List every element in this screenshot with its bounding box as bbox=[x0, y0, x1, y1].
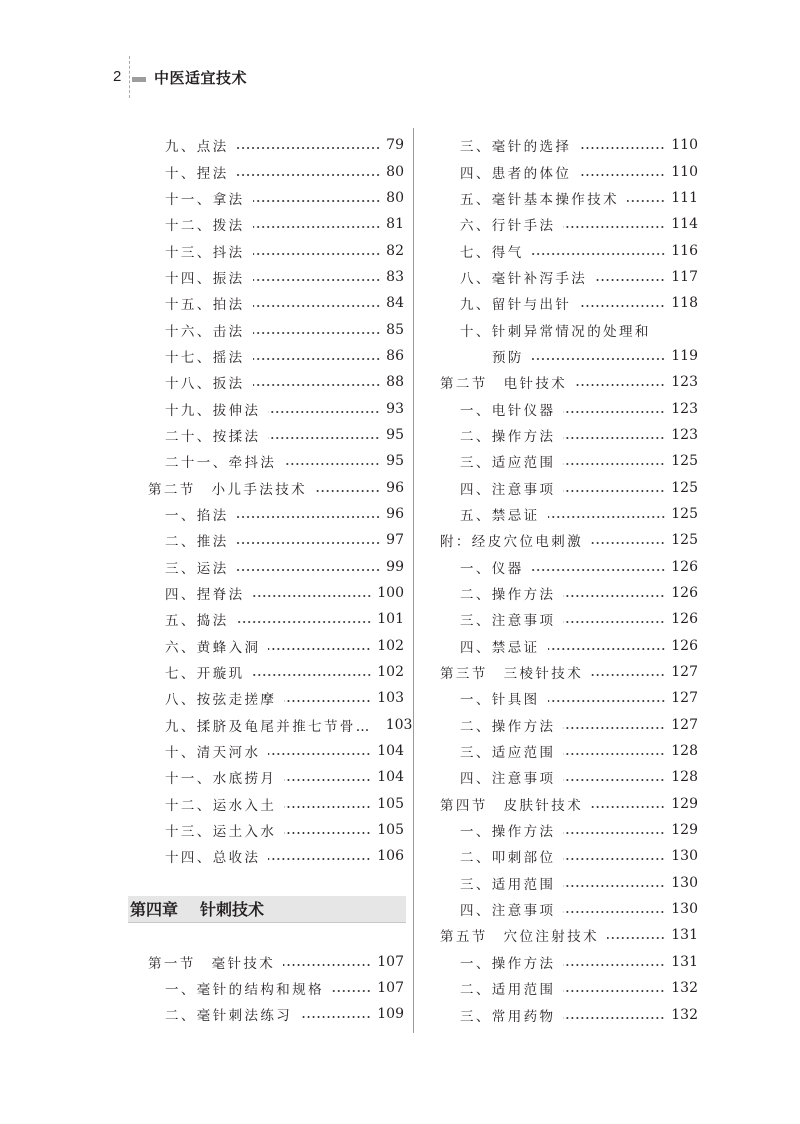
entry-page-number: 102 bbox=[377, 664, 404, 681]
entry-label: 三、注意事项 bbox=[460, 613, 556, 630]
entry-label: 十、清天河水 bbox=[165, 745, 261, 762]
entry-page-number: 88 bbox=[386, 374, 404, 391]
chapter-title: 针刺技术 bbox=[200, 900, 265, 920]
dot-leader bbox=[579, 304, 665, 308]
entry-page-number: 118 bbox=[671, 295, 698, 312]
toc-entry[interactable] bbox=[130, 343, 404, 369]
entry-label: 一、针具图 bbox=[460, 692, 540, 709]
entry-label: 二、适用范围 bbox=[460, 982, 556, 999]
entry-page-number: 130 bbox=[671, 901, 698, 918]
dot-leader bbox=[253, 199, 381, 203]
dot-leader bbox=[253, 357, 381, 361]
entry-page-number: 80 bbox=[386, 163, 404, 180]
entry-label: 五、捣法 bbox=[165, 613, 229, 630]
entry-page-number: 126 bbox=[671, 637, 698, 654]
toc-list-b bbox=[130, 949, 404, 1028]
toc-entry[interactable] bbox=[130, 712, 413, 738]
dot-leader bbox=[579, 173, 665, 177]
entry-page-number: 101 bbox=[377, 611, 404, 628]
entry-page-number: 130 bbox=[671, 874, 698, 891]
dot-leader bbox=[283, 963, 371, 967]
toc-entry[interactable] bbox=[440, 685, 698, 711]
dot-leader bbox=[563, 963, 665, 967]
entry-label: 六、黄蜂入洞 bbox=[165, 639, 261, 656]
entry-label: 二、推法 bbox=[165, 534, 229, 551]
dot-leader bbox=[563, 752, 665, 756]
toc-entry[interactable] bbox=[130, 843, 404, 869]
toc-entry[interactable] bbox=[130, 580, 404, 606]
dot-leader bbox=[563, 436, 665, 440]
entry-page-number: 111 bbox=[671, 189, 698, 206]
dot-leader bbox=[563, 726, 665, 730]
entry-label: 四、注意事项 bbox=[460, 903, 556, 920]
toc-entry[interactable] bbox=[440, 580, 698, 606]
toc-entry[interactable] bbox=[440, 606, 698, 632]
toc-entry[interactable] bbox=[130, 316, 404, 342]
entry-page-number: 104 bbox=[377, 769, 404, 786]
dot-leader bbox=[607, 936, 665, 940]
entry-page-number: 109 bbox=[377, 1006, 404, 1023]
entry-page-number: 95 bbox=[386, 426, 404, 443]
dot-leader bbox=[284, 462, 380, 466]
entry-label: 十一、拿法 bbox=[165, 191, 245, 208]
dot-leader bbox=[284, 699, 371, 703]
entry-page-number: 96 bbox=[386, 479, 404, 496]
entry-page-number: 127 bbox=[671, 664, 698, 681]
entry-label: 二、操作方法 bbox=[460, 718, 556, 735]
toc-entry[interactable] bbox=[130, 975, 404, 1001]
dot-leader bbox=[563, 857, 665, 861]
entry-page-number: 131 bbox=[671, 927, 698, 944]
toc-entry[interactable] bbox=[440, 264, 698, 290]
toc-entry[interactable] bbox=[440, 422, 698, 448]
entry-page-number: 110 bbox=[671, 163, 698, 180]
toc-entry[interactable] bbox=[440, 290, 698, 316]
entry-label: 四、禁忌证 bbox=[460, 639, 540, 656]
entry-page-number: 128 bbox=[671, 769, 698, 786]
entry-page-number: 99 bbox=[386, 558, 404, 575]
entry-page-number: 126 bbox=[671, 558, 698, 575]
toc-entry[interactable] bbox=[130, 237, 404, 263]
entry-label: 一、仪器 bbox=[460, 560, 524, 577]
toc-entry[interactable] bbox=[130, 633, 404, 659]
dot-leader bbox=[253, 252, 381, 256]
dot-leader bbox=[563, 1016, 665, 1020]
toc-entry[interactable] bbox=[440, 712, 698, 738]
dot-leader bbox=[253, 225, 381, 229]
toc-entry[interactable] bbox=[130, 422, 404, 448]
toc-right-column bbox=[440, 132, 698, 1028]
toc-entry[interactable] bbox=[130, 685, 404, 711]
toc-entry[interactable] bbox=[440, 843, 698, 869]
toc-entry[interactable] bbox=[130, 554, 404, 580]
entry-page-number: 129 bbox=[671, 795, 698, 812]
entry-page-number: 97 bbox=[386, 532, 404, 549]
dot-leader bbox=[253, 673, 372, 677]
entry-label: 二、毫针刺法练习 bbox=[165, 1008, 293, 1025]
chapter-heading[interactable] bbox=[128, 896, 406, 923]
dot-leader bbox=[237, 173, 381, 177]
toc-entry[interactable] bbox=[440, 395, 698, 421]
toc-left-column bbox=[130, 132, 413, 1028]
dot-leader bbox=[284, 778, 371, 782]
entry-page-number: 126 bbox=[671, 585, 698, 602]
entry-label: 第五节 穴位注射技术 bbox=[440, 929, 599, 946]
entry-label: 第四节 皮肤针技术 bbox=[440, 797, 584, 814]
entry-page-number: 125 bbox=[671, 453, 698, 470]
entry-label: 一、操作方法 bbox=[460, 824, 556, 841]
dot-leader bbox=[268, 647, 371, 651]
toc-entry[interactable] bbox=[130, 527, 404, 553]
entry-label: 十四、总收法 bbox=[165, 850, 261, 867]
toc-entry[interactable] bbox=[440, 633, 698, 659]
entry-page-number: 116 bbox=[671, 242, 698, 259]
toc-entry[interactable] bbox=[130, 817, 404, 843]
entry-label: 三、运法 bbox=[165, 560, 229, 577]
entry-page-number: 125 bbox=[671, 479, 698, 496]
entry-label: 七、得气 bbox=[460, 244, 524, 261]
entry-label: 二十、按揉法 bbox=[165, 428, 261, 445]
toc-entry[interactable] bbox=[130, 211, 404, 237]
entry-label: 二、操作方法 bbox=[460, 428, 556, 445]
dot-leader bbox=[563, 989, 665, 993]
page-number: 2 bbox=[113, 68, 122, 85]
dot-leader bbox=[595, 278, 665, 282]
dot-leader bbox=[627, 199, 665, 203]
entry-label: 八、按弦走搓摩 bbox=[165, 692, 277, 709]
dot-leader bbox=[253, 304, 381, 308]
entry-page-number: 80 bbox=[386, 189, 404, 206]
entry-label: 第一节 毫针技术 bbox=[148, 955, 276, 972]
header-bar-mark bbox=[132, 77, 146, 82]
entry-label: 二、叩刺部位 bbox=[460, 850, 556, 867]
dot-leader bbox=[579, 146, 665, 150]
toc-entry[interactable] bbox=[130, 264, 404, 290]
toc-entry[interactable] bbox=[440, 316, 698, 342]
toc-section-entry[interactable] bbox=[440, 527, 698, 553]
dot-leader bbox=[253, 331, 381, 335]
toc-entry[interactable] bbox=[130, 132, 404, 158]
entry-label: 四、注意事项 bbox=[460, 771, 556, 788]
column-divider bbox=[413, 128, 414, 1033]
entry-page-number: 127 bbox=[671, 716, 698, 733]
entry-page-number: 81 bbox=[386, 216, 404, 233]
entry-label: 一、操作方法 bbox=[460, 955, 556, 972]
entry-page-number: 93 bbox=[386, 400, 404, 417]
entry-label: 十三、抖法 bbox=[165, 244, 245, 261]
dot-leader bbox=[253, 383, 381, 387]
dot-leader bbox=[268, 857, 371, 861]
dot-leader bbox=[563, 831, 665, 835]
entry-page-number: 127 bbox=[671, 690, 698, 707]
dot-leader bbox=[548, 699, 666, 703]
entry-label: 四、注意事项 bbox=[460, 481, 556, 498]
entry-page-number: 104 bbox=[377, 743, 404, 760]
entry-label: 一、毫针的结构和规格 bbox=[165, 982, 324, 999]
toc-entry[interactable] bbox=[440, 158, 698, 184]
entry-label: 八、毫针补泻手法 bbox=[460, 270, 588, 287]
dot-leader bbox=[237, 515, 381, 519]
running-header-title: 中医适宜技术 bbox=[154, 69, 248, 87]
entry-label: 十二、运水入土 bbox=[165, 797, 277, 814]
entry-label: 十一、水底捞月 bbox=[165, 771, 277, 788]
dot-leader bbox=[563, 910, 665, 914]
dot-leader bbox=[563, 778, 665, 782]
entry-page-number: 107 bbox=[377, 980, 404, 997]
dot-leader bbox=[659, 331, 692, 335]
dot-leader bbox=[575, 383, 665, 387]
entry-label: 九、点法 bbox=[165, 139, 229, 156]
dot-leader bbox=[532, 568, 666, 572]
entry-page-number: 86 bbox=[386, 347, 404, 364]
entry-page-number: 82 bbox=[386, 242, 404, 259]
toc-entry[interactable] bbox=[130, 369, 404, 395]
entry-label: 九、留针与出针 bbox=[460, 297, 572, 314]
dot-leader bbox=[237, 620, 372, 624]
entry-label: 七、开璇玑 bbox=[165, 666, 245, 683]
entry-page-number: 105 bbox=[377, 795, 404, 812]
toc-entry[interactable] bbox=[130, 659, 404, 685]
entry-label: 三、毫针的选择 bbox=[460, 139, 572, 156]
entry-label: 五、毫针基本操作技术 bbox=[460, 191, 619, 208]
dot-leader bbox=[563, 620, 665, 624]
entry-page-number: 125 bbox=[671, 532, 698, 549]
toc-section-entry[interactable] bbox=[130, 949, 404, 975]
dot-leader bbox=[591, 541, 665, 545]
entry-label: 十八、扳法 bbox=[165, 376, 245, 393]
dot-leader bbox=[237, 146, 381, 150]
entry-label: 十五、拍法 bbox=[165, 297, 245, 314]
dot-leader bbox=[563, 225, 665, 229]
dot-leader bbox=[332, 989, 371, 993]
dot-leader bbox=[532, 357, 665, 361]
entry-label: 十七、摇法 bbox=[165, 349, 245, 366]
toc-entry[interactable] bbox=[130, 158, 404, 184]
entry-page-number: 83 bbox=[386, 268, 404, 285]
entry-page-number: 129 bbox=[671, 822, 698, 839]
entry-label: 十九、拔伸法 bbox=[165, 402, 261, 419]
entry-label: 四、患者的体位 bbox=[460, 165, 572, 182]
entry-page-number: 123 bbox=[671, 400, 698, 417]
entry-page-number: 126 bbox=[671, 611, 698, 628]
toc-entry[interactable] bbox=[440, 949, 698, 975]
entry-page-number: 85 bbox=[386, 321, 404, 338]
entry-label: 十二、拨法 bbox=[165, 218, 245, 235]
header-dashed-rule bbox=[129, 56, 130, 98]
dot-leader bbox=[253, 278, 381, 282]
dot-leader bbox=[591, 673, 665, 677]
dot-leader bbox=[268, 410, 380, 414]
toc-entry[interactable] bbox=[440, 817, 698, 843]
dot-leader bbox=[563, 594, 665, 598]
entry-page-number: 125 bbox=[671, 505, 698, 522]
entry-label: 十、捏法 bbox=[165, 165, 229, 182]
toc-entry[interactable] bbox=[440, 185, 698, 211]
dot-leader bbox=[253, 594, 372, 598]
entry-label: 五、禁忌证 bbox=[460, 507, 540, 524]
entry-page-number: 79 bbox=[386, 137, 404, 154]
toc-entry[interactable] bbox=[130, 606, 404, 632]
dot-leader bbox=[268, 752, 371, 756]
toc-entry[interactable] bbox=[130, 448, 404, 474]
entry-page-number: 117 bbox=[671, 268, 698, 285]
toc-entry[interactable] bbox=[130, 501, 404, 527]
toc-list-a bbox=[130, 132, 413, 870]
entry-page-number: 114 bbox=[671, 216, 698, 233]
entry-page-number: 84 bbox=[386, 295, 404, 312]
entry-label: 第二节 电针技术 bbox=[440, 376, 568, 393]
entry-label: 九、揉脐及龟尾并推七节骨… bbox=[165, 718, 372, 735]
dot-leader bbox=[315, 489, 380, 493]
toc-entry[interactable] bbox=[440, 501, 698, 527]
dot-leader bbox=[563, 884, 665, 888]
entry-page-number: 96 bbox=[386, 505, 404, 522]
entry-label: 三、适用范围 bbox=[460, 876, 556, 893]
toc-entry[interactable] bbox=[130, 791, 404, 817]
entry-label: 附：经皮穴位电刺激 bbox=[440, 534, 584, 551]
entry-page-number: 103 bbox=[385, 716, 413, 733]
entry-label: 一、电针仪器 bbox=[460, 402, 556, 419]
toc-entry[interactable] bbox=[440, 764, 698, 790]
dot-leader bbox=[300, 1015, 371, 1019]
entry-page-number: 105 bbox=[377, 822, 404, 839]
toc-entry[interactable] bbox=[130, 395, 404, 421]
entry-label: 二十一、牵抖法 bbox=[165, 455, 277, 472]
toc-entry[interactable] bbox=[440, 554, 698, 580]
dot-leader bbox=[563, 489, 665, 493]
chapter-number: 第四章 bbox=[130, 900, 179, 920]
dot-leader bbox=[237, 541, 381, 545]
toc-entry[interactable] bbox=[440, 132, 698, 158]
toc-entry[interactable] bbox=[440, 474, 698, 500]
dot-leader bbox=[591, 805, 665, 809]
entry-page-number: 130 bbox=[671, 848, 698, 865]
entry-page-number: 103 bbox=[377, 690, 404, 707]
entry-label: 十六、击法 bbox=[165, 323, 245, 340]
dot-leader bbox=[284, 805, 371, 809]
dot-leader bbox=[548, 515, 666, 519]
dot-leader bbox=[548, 647, 666, 651]
entry-page-number: 110 bbox=[671, 137, 698, 154]
entry-label: 三、适应范围 bbox=[460, 745, 556, 762]
toc-entry[interactable] bbox=[440, 975, 698, 1001]
entry-page-number: 132 bbox=[671, 980, 698, 997]
toc-section-entry[interactable] bbox=[440, 791, 698, 817]
toc-entry[interactable] bbox=[440, 237, 698, 263]
toc-entry[interactable] bbox=[130, 185, 404, 211]
entry-label: 十三、运土入水 bbox=[165, 824, 277, 841]
toc-entry[interactable] bbox=[440, 448, 698, 474]
entry-page-number: 123 bbox=[671, 374, 698, 391]
entry-label: 一、掐法 bbox=[165, 507, 229, 524]
toc-entry[interactable] bbox=[130, 764, 404, 790]
entry-label: 十四、振法 bbox=[165, 270, 245, 287]
entry-page-number: 102 bbox=[377, 637, 404, 654]
entry-label: 第三节 三棱针技术 bbox=[440, 666, 584, 683]
entry-page-number: 131 bbox=[671, 953, 698, 970]
dot-leader bbox=[563, 462, 665, 466]
toc-entry[interactable] bbox=[440, 870, 698, 896]
entry-page-number: 123 bbox=[671, 426, 698, 443]
toc-entry[interactable] bbox=[130, 738, 404, 764]
dot-leader bbox=[563, 410, 665, 414]
entry-label: 十、针刺异常情况的处理和 bbox=[460, 323, 651, 340]
toc-section-entry[interactable] bbox=[440, 369, 698, 395]
entry-label: 二、操作方法 bbox=[460, 587, 556, 604]
entry-page-number: 95 bbox=[386, 453, 404, 470]
toc-entry[interactable] bbox=[440, 1001, 698, 1027]
toc-entry[interactable] bbox=[130, 290, 404, 316]
entry-label: 预防 bbox=[492, 349, 524, 366]
toc-entry[interactable] bbox=[440, 896, 698, 922]
toc-section-entry[interactable] bbox=[130, 474, 404, 500]
dot-leader bbox=[237, 568, 381, 572]
entry-label: 第二节 小儿手法技术 bbox=[148, 481, 307, 498]
entry-page-number: 128 bbox=[671, 743, 698, 760]
entry-page-number: 106 bbox=[377, 848, 404, 865]
entry-page-number: 132 bbox=[671, 1006, 698, 1023]
entry-label: 四、捏脊法 bbox=[165, 587, 245, 604]
toc-entry[interactable] bbox=[440, 738, 698, 764]
toc-entry[interactable] bbox=[440, 343, 698, 369]
entry-label: 三、常用药物 bbox=[460, 1008, 556, 1025]
entry-page-number: 119 bbox=[671, 347, 698, 364]
toc-section-entry[interactable] bbox=[440, 922, 698, 948]
dot-leader bbox=[284, 831, 371, 835]
toc-entry[interactable] bbox=[440, 211, 698, 237]
toc-section-entry[interactable] bbox=[440, 659, 698, 685]
dot-leader bbox=[532, 252, 666, 256]
dot-leader bbox=[268, 436, 380, 440]
entry-label: 三、适应范围 bbox=[460, 455, 556, 472]
entry-label: 六、行针手法 bbox=[460, 218, 556, 235]
toc-entry[interactable] bbox=[130, 1001, 404, 1027]
entry-page-number: 100 bbox=[377, 585, 404, 602]
entry-page-number: 107 bbox=[377, 953, 404, 970]
